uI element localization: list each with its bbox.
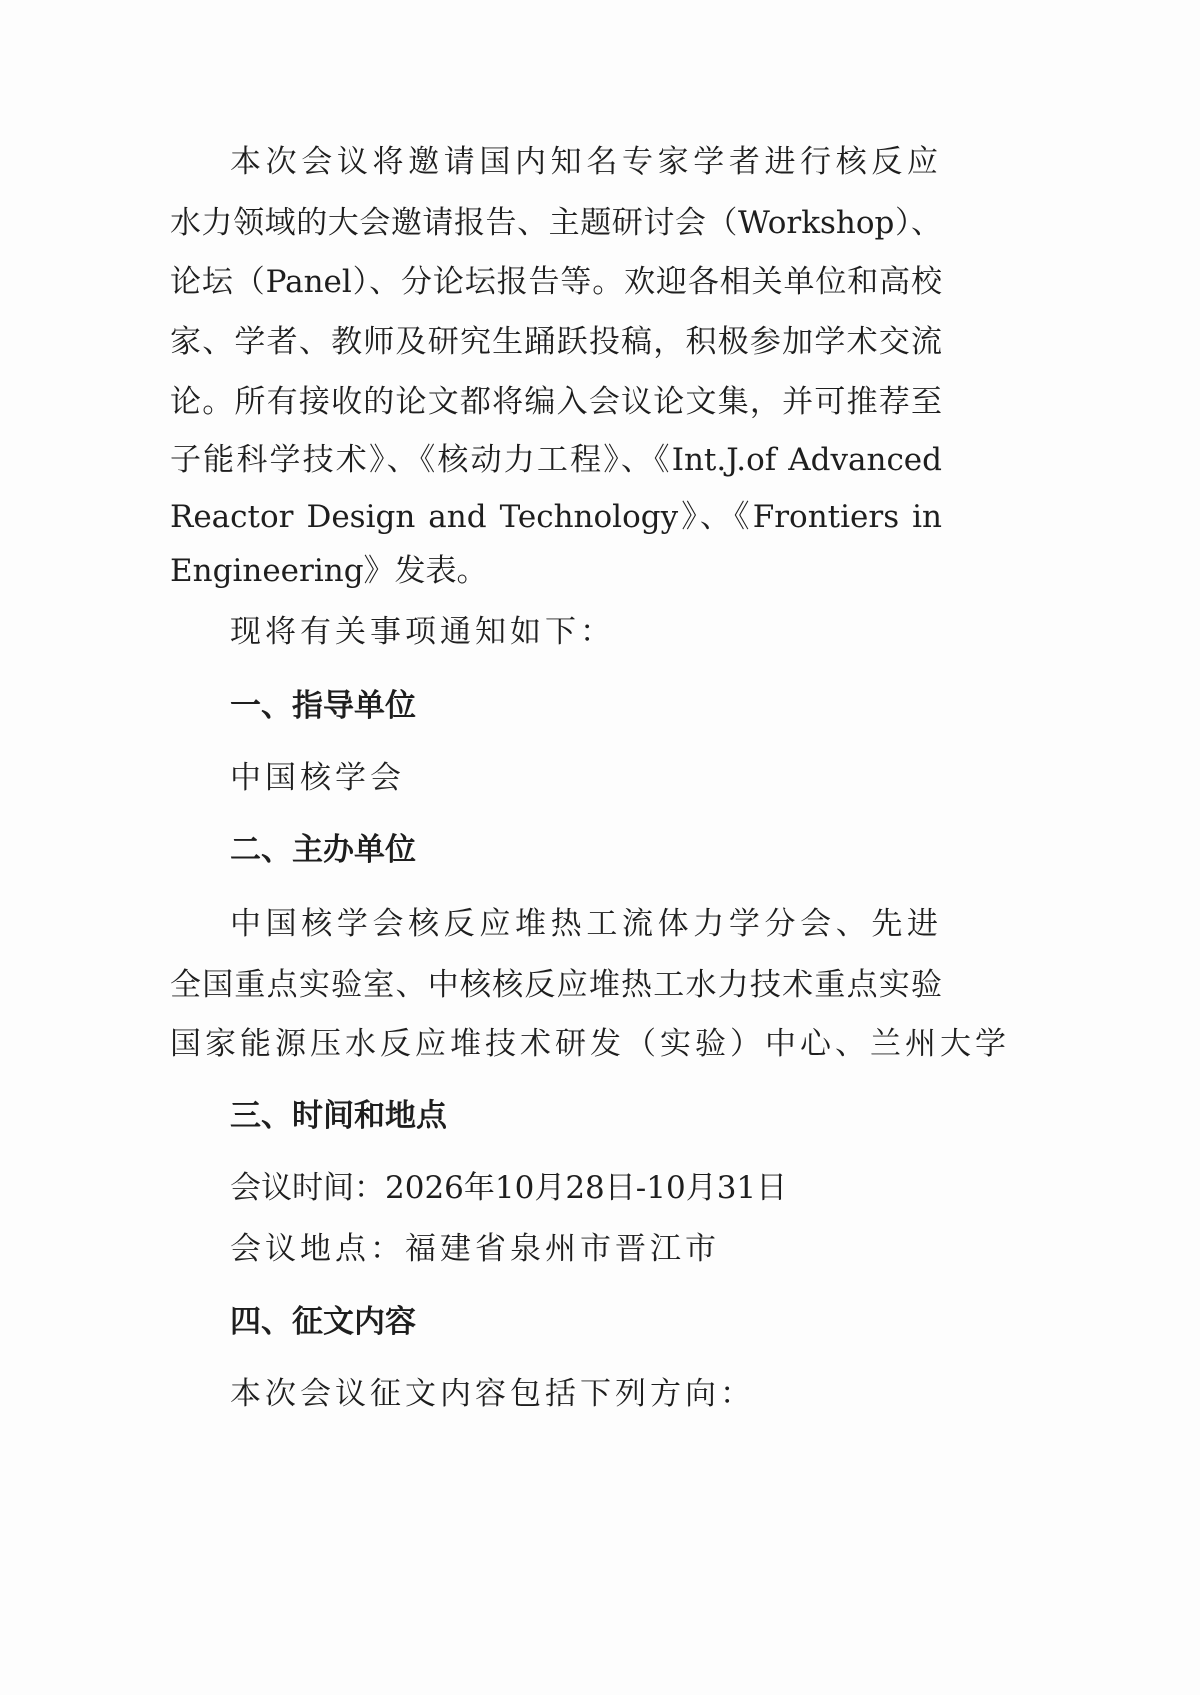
section-heading-guidance: 一、指导单位 — [230, 688, 416, 724]
organizers-line-2: 全国重点实验室、中核核反应堆热工水力技术重点实验 — [170, 967, 942, 1003]
section-guidance-text: 中国核学会 — [230, 760, 405, 796]
meeting-time: 会议时间：2026年10月28日-10月31日 — [230, 1170, 788, 1206]
intro-line-8: Engineering》发表。 — [170, 553, 488, 589]
section-heading-time-place: 三、时间和地点 — [230, 1098, 447, 1134]
organizers-line-3: 国家能源压水反应堆技术研发（实验）中心、兰州大学 — [170, 1026, 1010, 1062]
intro-line-3: 论坛（Panel）、分论坛报告等。欢迎各相关单位和高校 — [170, 264, 942, 300]
intro-line-6: 子能科学技术》、《核动力工程》、《Int.J.of Advanced — [170, 442, 942, 478]
intro-line-1: 本次会议将邀请国内知名专家学者进行核反应 — [230, 144, 942, 180]
intro-line-4: 家、学者、教师及研究生踊跃投稿，积极参加学术交流 — [170, 324, 942, 360]
organizers-line-1: 中国核学会核反应堆热工流体力学分会、先进 — [230, 906, 942, 942]
section-heading-topics: 四、征文内容 — [230, 1304, 416, 1340]
notice-intro: 现将有关事项通知如下： — [230, 614, 615, 650]
intro-line-2: 水力领域的大会邀请报告、主题研讨会（Workshop）、 — [170, 205, 942, 241]
intro-line-5: 论。所有接收的论文都将编入会议论文集，并可推荐至 — [170, 384, 942, 420]
topics-intro: 本次会议征文内容包括下列方向： — [230, 1376, 755, 1412]
intro-line-7: Reactor Design and Technology》、《Frontiers in — [170, 499, 942, 535]
meeting-location: 会议地点：福建省泉州市晋江市 — [230, 1231, 720, 1267]
section-heading-organizers: 二、主办单位 — [230, 832, 416, 868]
